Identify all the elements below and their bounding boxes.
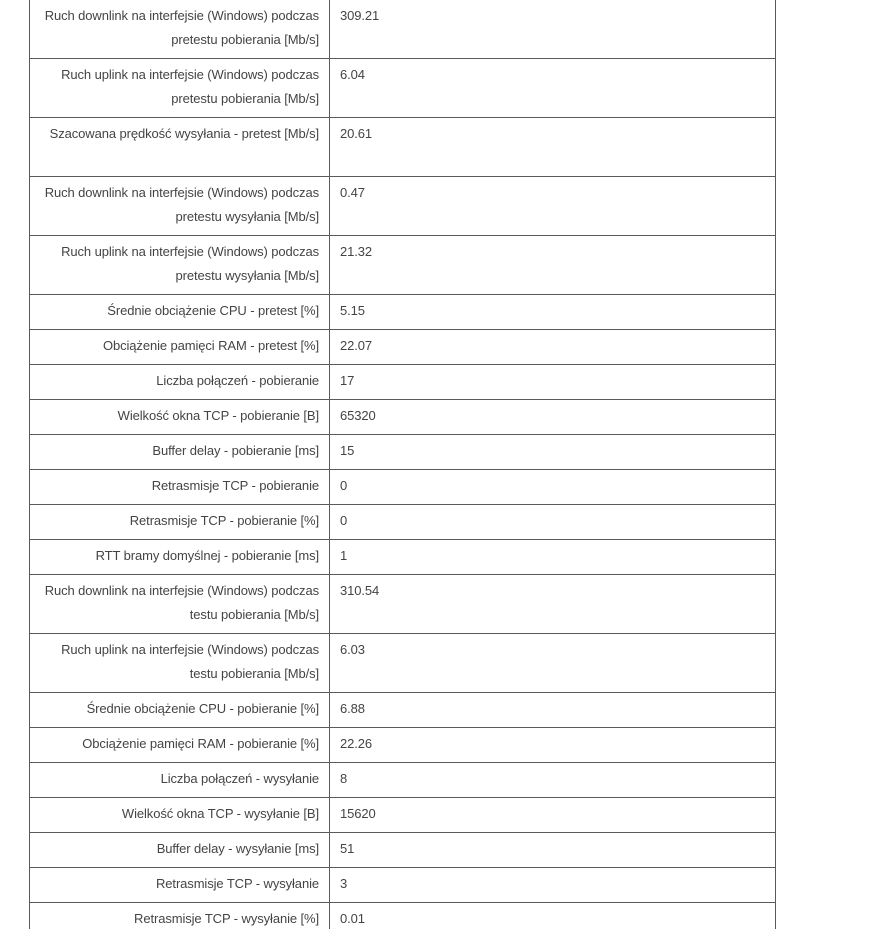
- table-row: [30, 0, 776, 59]
- row-label: Wielkość okna TCP - wysyłanie [B]: [30, 798, 330, 833]
- row-value: 310.54: [330, 575, 776, 634]
- row-value: 1: [330, 540, 776, 575]
- table-row: [30, 833, 776, 868]
- table-row: [30, 236, 776, 295]
- row-label: Średnie obciążenie CPU - pretest [%]: [30, 295, 330, 330]
- row-label: Obciążenie pamięci RAM - pretest [%]: [30, 330, 330, 365]
- row-value: 3: [330, 868, 776, 903]
- row-label: Liczba połączeń - pobieranie: [30, 365, 330, 400]
- row-value: 65320: [330, 400, 776, 435]
- table-row: [30, 470, 776, 505]
- row-value: 5.15: [330, 295, 776, 330]
- row-value: 15: [330, 435, 776, 470]
- table-row: [30, 295, 776, 330]
- row-value: 21.32: [330, 236, 776, 295]
- row-label: Ruch uplink na interfejsie (Windows) podczas pretestu pobierania [Mb/s]: [30, 59, 330, 118]
- table-row: [30, 868, 776, 903]
- row-value: 15620: [330, 798, 776, 833]
- table-row: [30, 435, 776, 470]
- row-value: 17: [330, 365, 776, 400]
- results-table-body: [30, 0, 776, 929]
- table-row: [30, 634, 776, 693]
- row-label: RTT bramy domyślnej - pobieranie [ms]: [30, 540, 330, 575]
- row-value: 6.03: [330, 634, 776, 693]
- table-row: [30, 400, 776, 435]
- results-table: [29, 0, 776, 929]
- row-label: Ruch downlink na interfejsie (Windows) podczas testu pobierania [Mb/s]: [30, 575, 330, 634]
- row-value: 8: [330, 763, 776, 798]
- table-row: [30, 118, 776, 177]
- row-label: Ruch downlink na interfejsie (Windows) podczas pretestu wysyłania [Mb/s]: [30, 177, 330, 236]
- row-value: 22.26: [330, 728, 776, 763]
- row-value: 0: [330, 505, 776, 540]
- row-label: Ruch uplink na interfejsie (Windows) podczas pretestu wysyłania [Mb/s]: [30, 236, 330, 295]
- row-value: 22.07: [330, 330, 776, 365]
- table-row: [30, 540, 776, 575]
- row-label: Retrasmisje TCP - wysyłanie [%]: [30, 903, 330, 929]
- row-value: 51: [330, 833, 776, 868]
- table-row: [30, 505, 776, 540]
- row-value: 6.04: [330, 59, 776, 118]
- row-value: 0.47: [330, 177, 776, 236]
- row-label: Buffer delay - wysyłanie [ms]: [30, 833, 330, 868]
- row-label: Ruch uplink na interfejsie (Windows) podczas testu pobierania [Mb/s]: [30, 634, 330, 693]
- row-value: 309.21: [330, 0, 776, 59]
- row-value: 0.01: [330, 903, 776, 929]
- table-row: [30, 330, 776, 365]
- row-label: Szacowana prędkość wysyłania - pretest [Mb/s]: [30, 118, 330, 177]
- row-value: 20.61: [330, 118, 776, 177]
- row-label: Buffer delay - pobieranie [ms]: [30, 435, 330, 470]
- row-label: Obciążenie pamięci RAM - pobieranie [%]: [30, 728, 330, 763]
- row-label: Wielkość okna TCP - pobieranie [B]: [30, 400, 330, 435]
- row-label: Ruch downlink na interfejsie (Windows) podczas pretestu pobierania [Mb/s]: [30, 0, 330, 59]
- table-row: [30, 728, 776, 763]
- table-row: [30, 59, 776, 118]
- table-row: [30, 575, 776, 634]
- table-row: [30, 365, 776, 400]
- row-label: Retrasmisje TCP - pobieranie: [30, 470, 330, 505]
- row-value: 6.88: [330, 693, 776, 728]
- table-row: [30, 903, 776, 929]
- row-label: Średnie obciążenie CPU - pobieranie [%]: [30, 693, 330, 728]
- row-label: Liczba połączeń - wysyłanie: [30, 763, 330, 798]
- table-row: [30, 177, 776, 236]
- row-label: Retrasmisje TCP - wysyłanie: [30, 868, 330, 903]
- row-label: Retrasmisje TCP - pobieranie [%]: [30, 505, 330, 540]
- table-row: [30, 763, 776, 798]
- table-row: [30, 693, 776, 728]
- table-row: [30, 798, 776, 833]
- row-value: 0: [330, 470, 776, 505]
